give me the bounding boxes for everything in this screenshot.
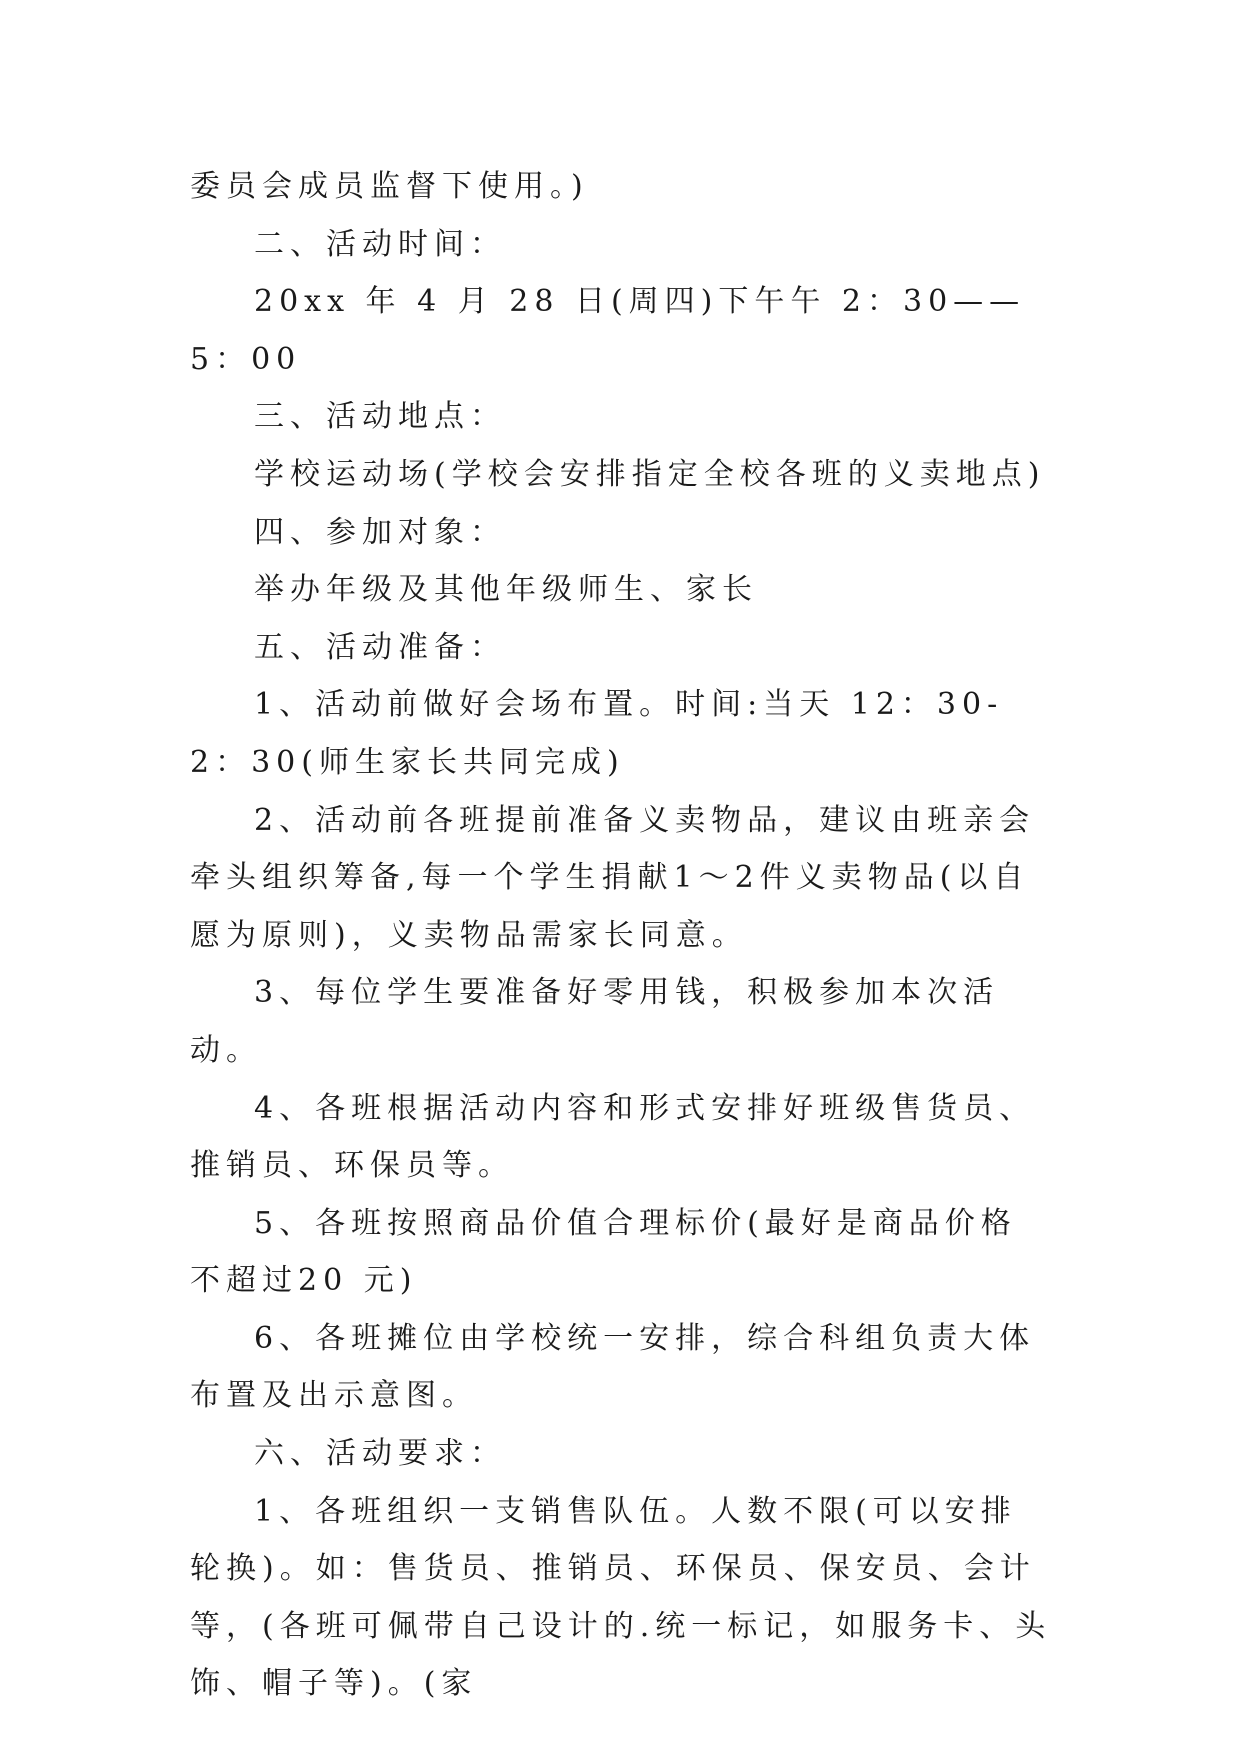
document-body [190,158,1052,1713]
participants-value: 举办年级及其他年级师生、家长 [254,572,758,608]
preparation-item-4: 4、各班根据活动内容和形式安排好班级售货员、推销员、环保员等。 [190,1090,1036,1184]
requirements-item-1: 1、各班组织一支销售队伍。人数不限(可以安排轮换)。如：售货员、推销员、环保员、保安员、会计等，(各班可佩带自己设计的.统一标记，如服务卡、头饰、帽子等)。(家 [190,1493,1052,1702]
preparation-item-3: 3、每位学生要准备好零用钱，积极参加本次活动。 [190,975,1000,1068]
heading-preparation: 五、活动准备： [254,629,506,665]
heading-requirements: 六、活动要求： [254,1436,506,1472]
preparation-item-2: 2、活动前各班提前准备义卖物品，建议由班亲会牵头组织筹备,每一个学生捐献1～2件义卖物品(以自愿为原则)，义卖物品需家长同意。 [190,802,1036,953]
heading-participants: 四、参加对象： [254,514,506,550]
preparation-item-5: 5、各班按照商品价值合理标价(最好是商品价格不超过20 元) [190,1205,1017,1299]
preparation-item-6: 6、各班摊位由学校统一安排，综合科组负责大体布置及出示意图。 [190,1320,1036,1414]
activity-time-value: 20xx 年 4 月 28 日(周四)下午午 2：30——5：00 [190,284,1026,377]
heading-activity-time: 二、活动时间： [254,226,506,262]
paragraph-continuation: 委员会成员监督下使用。) [190,169,589,204]
heading-activity-location: 三、活动地点： [254,399,506,435]
preparation-item-1: 1、活动前做好会场布置。时间:当天 12：30-2：30(师生家长共同完成) [190,687,1004,780]
activity-location-value: 学校运动场(学校会安排指定全校各班的义卖地点) [254,456,1046,492]
